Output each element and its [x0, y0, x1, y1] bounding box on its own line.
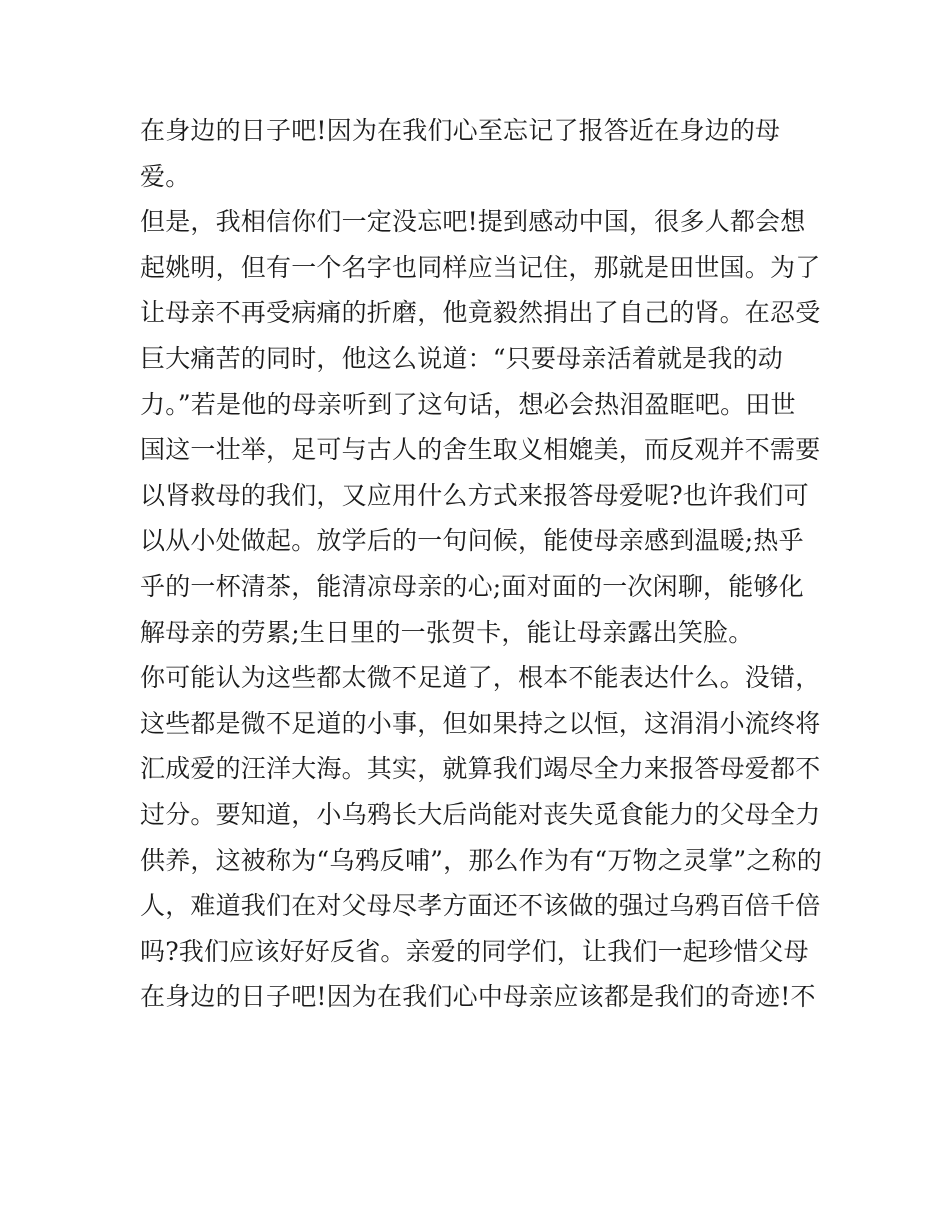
text-line-7: 力。”若是他的母亲听到了这句话，想必会热泪盈眶吧。田世	[140, 389, 796, 419]
text-line-17: 供养，这被称为“乌鸦反哺”，那么作为有“万物之灵掌”之称的	[140, 845, 822, 875]
text-line-13: 你可能认为这些都太微不足道了，根本不能表达什么。没错，	[140, 663, 821, 693]
text-line-19: 吗?我们应该好好反省。亲爱的同学们，让我们一起珍惜父母	[140, 936, 809, 966]
text-line-9: 以肾救母的我们，又应用什么方式来报答母爱呢?也许我们可	[140, 480, 809, 510]
text-line-8: 国这一壮举，足可与古人的舍生取义相媲美，而反观并不需要	[140, 435, 821, 465]
text-line-1: 在身边的日子吧!因为在我们心至忘记了报答近在身边的母	[140, 116, 781, 145]
text-line-10: 以从小处做起。放学后的一句问候，能使母亲感到温暖;热乎	[140, 526, 804, 556]
text-line-20: 在身边的日子吧!因为在我们心中母亲应该都是我们的奇迹!不	[140, 982, 816, 1012]
text-line-2: 爱。	[140, 161, 191, 191]
text-line-12: 解母亲的劳累;生日里的一张贺卡，能让母亲露出笑脸。	[140, 617, 754, 647]
text-line-3: 但是，我相信你们一定没忘吧!提到感动中国，很多人都会想	[140, 207, 806, 237]
text-line-6: 巨大痛苦的同时，他这么说道：“只要母亲活着就是我的动	[140, 343, 783, 373]
text-line-4: 起姚明，但有一个名字也同样应当记住，那就是田世国。为了	[140, 252, 821, 282]
text-line-18: 人，难道我们在对父母尽孝方面还不该做的强过乌鸦百倍千倍	[140, 891, 821, 921]
text-line-15: 汇成爱的汪洋大海。其实，就算我们竭尽全力来报答母爱都不	[140, 754, 821, 784]
text-line-5: 让母亲不再受病痛的折磨，他竟毅然捐出了自己的肾。在忍受	[140, 298, 821, 328]
text-line-14: 这些都是微不足道的小事，但如果持之以恒，这涓涓小流终将	[140, 708, 821, 738]
text-line-11: 乎的一杯清茶，能清凉母亲的心;面对面的一次闲聊，能够化	[140, 571, 804, 601]
essay-text	[140, 108, 820, 1020]
text-line-16: 过分。要知道，小乌鸦长大后尚能对丧失觅食能力的父母全力	[140, 799, 821, 829]
